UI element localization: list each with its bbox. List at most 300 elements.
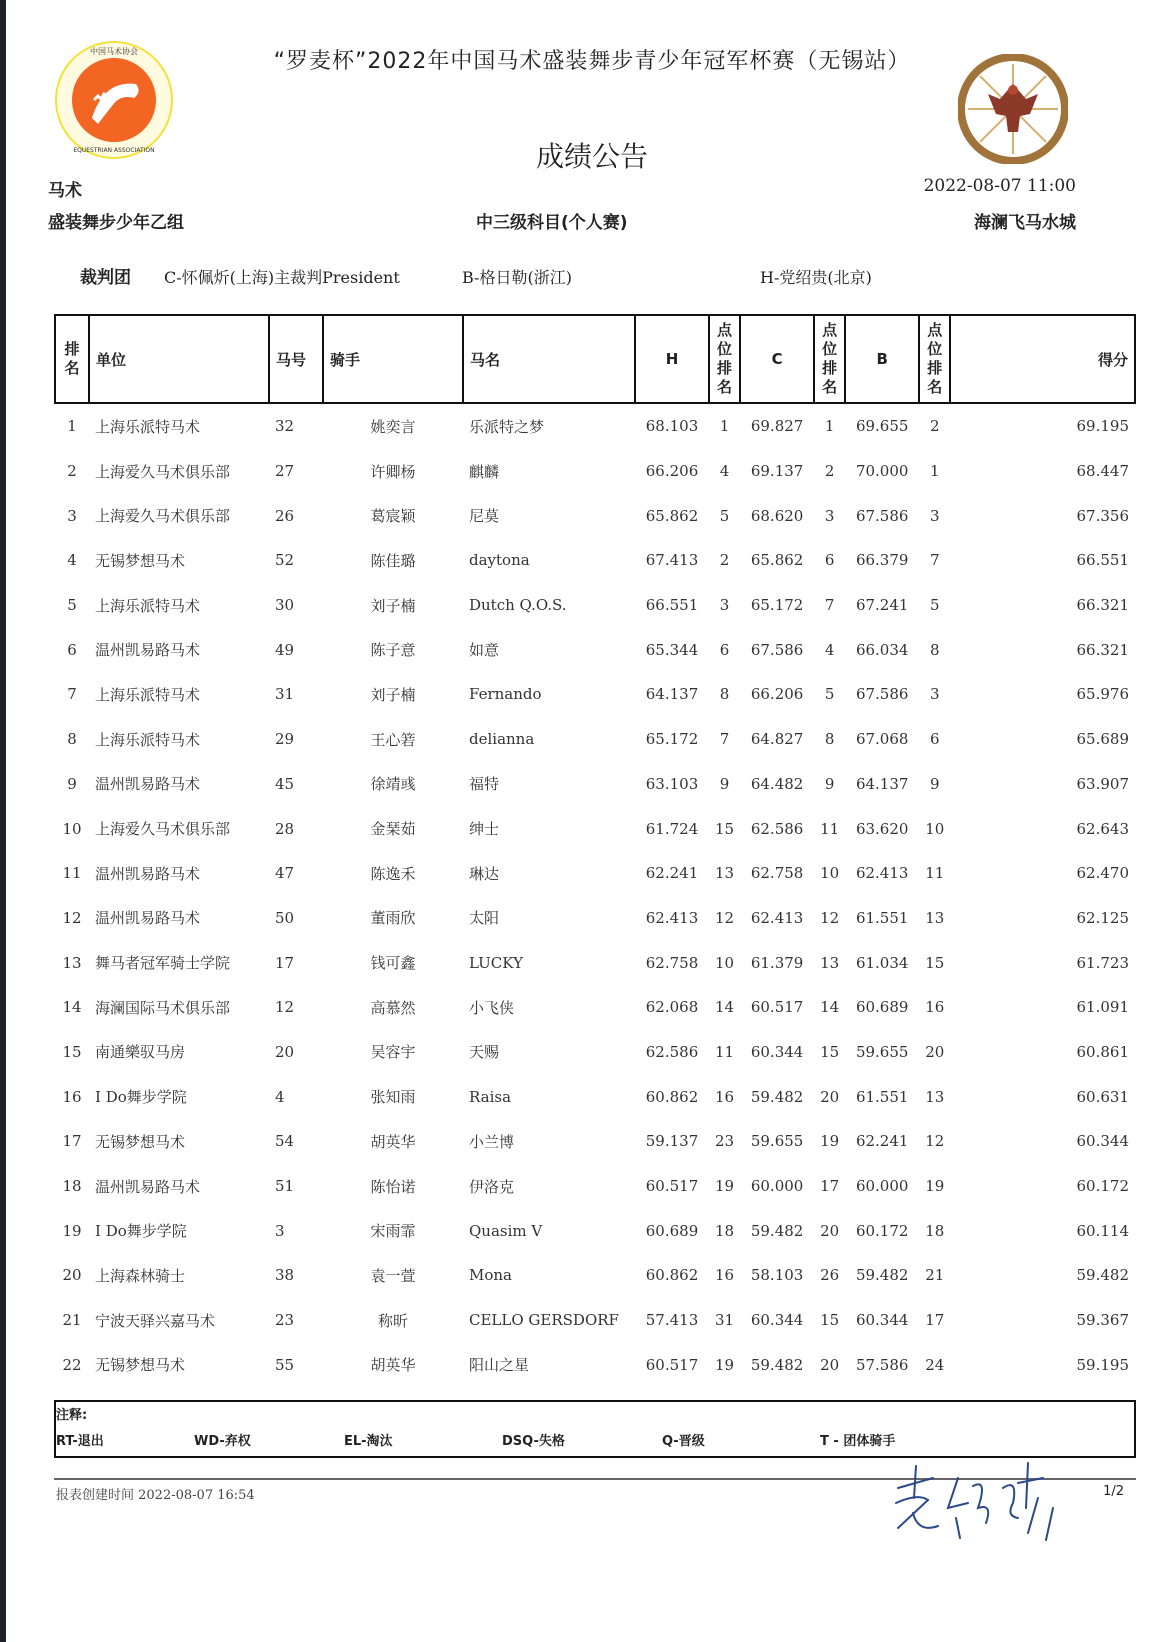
row-horse-no: 47	[275, 864, 295, 883]
row-b-score: 66.379	[855, 551, 909, 570]
row-b-rank: 11	[925, 864, 945, 883]
row-h-rank: 2	[719, 551, 730, 570]
row-b-rank: 1	[929, 462, 940, 481]
row-unit: 上海乐派特马术	[95, 417, 201, 436]
row-c-score: 59.482	[750, 1087, 804, 1106]
note-q: Q-晋级	[662, 1434, 705, 1449]
table-row	[55, 806, 1135, 851]
row-rider: 金琹茹	[370, 820, 416, 839]
row-b-score: 69.655	[855, 417, 909, 436]
row-total-score: 68.447	[1076, 462, 1129, 481]
row-unit: 无锡梦想马术	[95, 1356, 186, 1375]
row-horse: 尼莫	[469, 507, 500, 526]
row-c-rank: 6	[824, 551, 835, 570]
row-b-rank: 6	[929, 730, 940, 749]
row-h-score: 62.758	[645, 953, 699, 972]
header-score: 得分	[950, 315, 1135, 403]
note-dsq: DSQ-失格	[502, 1434, 565, 1449]
row-b-score: 67.586	[855, 506, 909, 525]
row-unit: 宁波天驿兴嘉马术	[95, 1311, 216, 1330]
row-horse: CELLO GERSDORF	[469, 1311, 619, 1330]
row-total-score: 66.321	[1076, 640, 1129, 659]
row-h-rank: 10	[715, 953, 735, 972]
row-total-score: 66.551	[1076, 551, 1129, 570]
row-h-score: 66.206	[645, 462, 699, 481]
row-h-rank: 6	[719, 640, 730, 659]
row-h-rank: 12	[715, 908, 735, 927]
row-c-rank: 12	[820, 908, 840, 927]
row-horse-no: 54	[275, 1132, 295, 1151]
row-c-score: 60.517	[750, 998, 804, 1017]
row-c-score: 61.379	[750, 953, 804, 972]
results-table	[54, 314, 1136, 1387]
row-b-score: 60.344	[855, 1311, 909, 1330]
row-rider: 钱可鑫	[370, 954, 416, 973]
row-c-rank: 2	[824, 462, 835, 481]
row-unit: 温州凯易路马术	[95, 1177, 201, 1196]
row-b-rank: 17	[925, 1311, 945, 1330]
row-rider: 姚奕言	[370, 417, 416, 436]
row-h-score: 60.517	[645, 1177, 699, 1196]
row-h-score: 60.517	[645, 1355, 699, 1374]
row-rank: 1	[67, 417, 77, 436]
row-h-score: 62.068	[645, 998, 699, 1017]
row-rank: 10	[62, 819, 82, 838]
row-c-score: 60.344	[750, 1042, 804, 1061]
row-h-rank: 19	[715, 1177, 735, 1196]
row-rider: 高慕然	[370, 998, 416, 1017]
table-row	[55, 1030, 1135, 1075]
note-wd: WD-弃权	[194, 1434, 251, 1449]
row-b-score: 61.551	[855, 908, 909, 927]
row-b-rank: 13	[925, 1087, 945, 1106]
row-c-rank: 15	[820, 1042, 840, 1061]
row-b-rank: 19	[925, 1177, 945, 1196]
row-b-rank: 15	[925, 953, 945, 972]
row-h-score: 61.724	[645, 819, 699, 838]
row-horse-no: 26	[275, 506, 295, 525]
header-c-rank: 点 位 排 名	[814, 315, 845, 403]
row-total-score: 60.631	[1076, 1087, 1129, 1106]
row-horse-no: 50	[275, 908, 295, 927]
header-c: C	[740, 315, 814, 403]
row-c-rank: 4	[824, 640, 835, 659]
row-h-rank: 19	[715, 1355, 735, 1374]
row-h-rank: 14	[715, 998, 735, 1017]
row-rider: 刘子楠	[370, 596, 416, 615]
row-total-score: 67.356	[1076, 506, 1129, 525]
row-horse: daytona	[469, 551, 530, 570]
row-c-rank: 20	[820, 1221, 840, 1240]
row-c-score: 60.344	[750, 1311, 804, 1330]
row-h-rank: 16	[715, 1087, 735, 1106]
row-h-score: 66.551	[645, 596, 699, 615]
row-h-rank: 4	[719, 462, 730, 481]
row-c-rank: 20	[820, 1355, 840, 1374]
table-row	[55, 493, 1135, 538]
row-rank: 21	[62, 1311, 82, 1330]
row-c-score: 62.413	[750, 908, 804, 927]
row-h-score: 65.344	[645, 640, 699, 659]
header-h-rank: 点 位 排 名	[709, 315, 740, 403]
row-c-score: 60.000	[750, 1177, 804, 1196]
row-rank: 19	[62, 1221, 82, 1240]
row-b-rank: 18	[925, 1221, 945, 1240]
row-h-score: 63.103	[645, 774, 699, 793]
row-rank: 4	[67, 551, 77, 570]
row-h-rank: 23	[715, 1132, 735, 1151]
row-c-score: 68.620	[750, 506, 804, 525]
results-document	[6, 0, 1172, 1642]
row-rank: 17	[62, 1132, 82, 1151]
row-c-score: 64.482	[750, 774, 804, 793]
row-horse-no: 17	[275, 953, 295, 972]
row-c-score: 58.103	[750, 1266, 804, 1285]
row-b-score: 59.482	[855, 1266, 909, 1285]
row-h-score: 60.862	[645, 1266, 699, 1285]
row-horse: 福特	[469, 775, 500, 794]
row-c-score: 59.482	[750, 1355, 804, 1374]
row-horse: delianna	[469, 730, 535, 749]
row-horse-no: 45	[275, 774, 295, 793]
row-total-score: 62.470	[1076, 864, 1129, 883]
row-horse-no: 38	[275, 1266, 295, 1285]
row-total-score: 60.344	[1076, 1132, 1129, 1151]
row-rider: 陈逸禾	[370, 864, 416, 883]
row-horse: Raisa	[469, 1087, 512, 1106]
row-horse-no: 4	[275, 1087, 285, 1106]
table-row	[55, 896, 1135, 941]
row-c-rank: 19	[820, 1132, 840, 1151]
document-subtitle: 成绩公告	[535, 140, 648, 173]
row-horse-no: 29	[275, 730, 295, 749]
row-total-score: 59.482	[1076, 1266, 1129, 1285]
row-h-rank: 1	[719, 417, 730, 436]
row-b-rank: 3	[929, 506, 940, 525]
header-b: B	[845, 315, 919, 403]
row-b-score: 63.620	[855, 819, 909, 838]
row-rider: 许卿杨	[370, 462, 416, 481]
row-rank: 5	[67, 596, 77, 615]
row-c-rank: 11	[820, 819, 840, 838]
row-horse: Fernando	[469, 685, 542, 704]
row-c-score: 67.586	[750, 640, 804, 659]
row-horse-no: 32	[275, 417, 295, 436]
row-h-rank: 11	[715, 1042, 735, 1061]
row-h-score: 67.413	[645, 551, 699, 570]
header-horse: 马名	[463, 315, 635, 403]
row-horse-no: 55	[275, 1355, 295, 1374]
row-unit: 温州凯易路马术	[95, 775, 201, 794]
row-rank: 8	[67, 730, 77, 749]
table-row	[55, 851, 1135, 896]
row-total-score: 69.195	[1076, 417, 1129, 436]
row-unit: 上海爱久马术俱乐部	[95, 462, 231, 481]
row-horse: Quasim V	[469, 1221, 543, 1240]
row-h-score: 65.172	[645, 730, 699, 749]
row-unit: 南通樂驭马房	[95, 1043, 186, 1062]
row-rider: 陈子意	[370, 641, 416, 660]
row-unit: 上海爱久马术俱乐部	[95, 507, 231, 526]
judge-c: C-怀佩炘(上海)主裁判President	[164, 268, 400, 287]
svg-text:中国马术协会: 中国马术协会	[90, 47, 138, 56]
row-h-score: 64.137	[645, 685, 699, 704]
row-c-score: 65.862	[750, 551, 804, 570]
row-c-rank: 20	[820, 1087, 840, 1106]
page-number: 1/2	[1103, 1484, 1124, 1499]
row-horse: 太阳	[469, 909, 500, 928]
header-rider: 骑手	[323, 315, 463, 403]
table-row	[55, 672, 1135, 717]
row-b-rank: 3	[929, 685, 940, 704]
row-total-score: 66.321	[1076, 596, 1129, 615]
row-b-score: 67.586	[855, 685, 909, 704]
row-h-score: 59.137	[645, 1132, 699, 1151]
table-row	[55, 1208, 1135, 1253]
row-horse-no: 23	[275, 1311, 295, 1330]
row-rider: 葛宸颖	[370, 507, 416, 526]
row-rank: 6	[67, 640, 77, 659]
row-c-rank: 17	[820, 1177, 840, 1196]
row-total-score: 65.689	[1076, 730, 1129, 749]
row-b-rank: 16	[925, 998, 945, 1017]
table-row	[55, 1164, 1135, 1209]
row-rank: 12	[62, 908, 82, 927]
row-h-score: 57.413	[645, 1311, 699, 1330]
row-total-score: 60.114	[1076, 1221, 1129, 1240]
row-unit: 无锡梦想马术	[95, 1132, 186, 1151]
row-b-rank: 2	[929, 417, 940, 436]
row-rider: 徐靖彧	[370, 775, 416, 794]
table-row	[55, 1342, 1135, 1387]
row-horse-no: 51	[275, 1177, 295, 1196]
row-horse-no: 12	[275, 998, 295, 1017]
judge-b: B-格日勒(浙江)	[462, 268, 572, 287]
table-row	[55, 717, 1135, 762]
row-total-score: 61.723	[1076, 953, 1129, 972]
row-b-rank: 24	[925, 1355, 945, 1374]
row-h-score: 60.689	[645, 1221, 699, 1240]
notes-label: 注释:	[56, 1408, 88, 1423]
row-h-rank: 3	[719, 596, 730, 615]
row-rank: 9	[67, 774, 77, 793]
row-horse: 小飞侠	[469, 998, 515, 1017]
header-h: H	[635, 315, 709, 403]
row-total-score: 59.367	[1076, 1311, 1129, 1330]
row-b-score: 61.551	[855, 1087, 909, 1106]
table-row	[55, 1298, 1135, 1343]
table-row	[55, 449, 1135, 494]
table-header-row	[55, 315, 1135, 403]
row-h-score: 60.862	[645, 1087, 699, 1106]
row-rank: 11	[62, 864, 82, 883]
svg-text:EQUESTRIAN ASSOCIATION: EQUESTRIAN ASSOCIATION	[73, 147, 155, 154]
row-rank: 20	[62, 1266, 82, 1285]
row-unit: 温州凯易路马术	[95, 641, 201, 660]
event-datetime: 2022-08-07 11:00	[923, 176, 1076, 196]
row-b-score: 66.034	[855, 640, 909, 659]
row-h-score: 62.413	[645, 908, 699, 927]
row-c-rank: 8	[824, 730, 835, 749]
row-rank: 16	[62, 1087, 82, 1106]
row-h-rank: 7	[719, 730, 730, 749]
table-row	[55, 538, 1135, 583]
row-unit: 舞马者冠军骑士学院	[95, 954, 231, 973]
row-c-score: 59.655	[750, 1132, 804, 1151]
row-rider: 胡英华	[370, 1356, 416, 1375]
table-row	[55, 940, 1135, 985]
note-t: T - 团体骑手	[820, 1434, 896, 1449]
row-c-score: 64.827	[750, 730, 804, 749]
row-c-score: 69.137	[750, 462, 804, 481]
row-rider: 张知雨	[370, 1088, 416, 1107]
header-horse-no: 马号	[269, 315, 323, 403]
row-horse: 乐派特之梦	[469, 417, 545, 436]
judges-label: 裁判团	[80, 268, 131, 288]
row-horse: Mona	[469, 1266, 512, 1285]
row-total-score: 63.907	[1076, 774, 1129, 793]
table-row	[55, 627, 1135, 672]
row-unit: I Do舞步学院	[95, 1222, 187, 1241]
row-c-rank: 10	[820, 864, 840, 883]
row-horse: 琳达	[469, 864, 500, 883]
row-b-rank: 5	[929, 596, 940, 615]
row-rank: 22	[62, 1355, 82, 1374]
row-c-score: 62.758	[750, 864, 804, 883]
row-h-rank: 13	[715, 864, 735, 883]
judge-signature	[878, 1448, 1068, 1548]
row-horse-no: 30	[275, 596, 295, 615]
row-b-score: 60.172	[855, 1221, 909, 1240]
row-b-score: 67.068	[855, 730, 909, 749]
row-h-rank: 31	[715, 1311, 735, 1330]
row-b-score: 59.655	[855, 1042, 909, 1061]
row-c-rank: 15	[820, 1311, 840, 1330]
row-h-rank: 16	[715, 1266, 735, 1285]
row-c-rank: 9	[824, 774, 835, 793]
row-unit: I Do舞步学院	[95, 1088, 187, 1107]
row-b-rank: 13	[925, 908, 945, 927]
row-h-rank: 9	[719, 774, 730, 793]
row-b-rank: 20	[925, 1042, 945, 1061]
row-unit: 上海乐派特马术	[95, 730, 201, 749]
row-total-score: 59.195	[1076, 1355, 1129, 1374]
row-horse: 麒麟	[469, 462, 500, 481]
table-row	[55, 403, 1135, 449]
row-horse: 绅士	[469, 820, 500, 839]
row-unit: 无锡梦想马术	[95, 551, 186, 570]
row-b-rank: 21	[925, 1266, 945, 1285]
table-row	[55, 583, 1135, 628]
row-c-score: 62.586	[750, 819, 804, 838]
row-horse-no: 52	[275, 551, 295, 570]
row-c-rank: 5	[824, 685, 835, 704]
row-total-score: 60.861	[1076, 1042, 1129, 1061]
table-row	[55, 1253, 1135, 1298]
row-c-rank: 14	[820, 998, 840, 1017]
row-rider: 陈佳璐	[370, 551, 416, 570]
row-rider: 刘子楠	[370, 685, 416, 704]
row-b-score: 62.413	[855, 864, 909, 883]
row-c-rank: 26	[820, 1266, 840, 1285]
row-c-rank: 3	[824, 506, 835, 525]
row-rider: 袁一萱	[370, 1266, 416, 1285]
row-b-rank: 12	[925, 1132, 945, 1151]
note-rt: RT-退出	[56, 1434, 104, 1449]
row-b-rank: 9	[929, 774, 940, 793]
report-created-time: 报表创建时间 2022-08-07 16:54	[56, 1488, 255, 1503]
row-rider: 宋雨霏	[370, 1222, 416, 1241]
row-c-score: 65.172	[750, 596, 804, 615]
row-b-rank: 10	[925, 819, 945, 838]
row-h-score: 65.862	[645, 506, 699, 525]
row-c-score: 69.827	[750, 417, 804, 436]
row-rank: 3	[67, 506, 77, 525]
row-rank: 15	[62, 1042, 82, 1061]
row-b-score: 67.241	[855, 596, 909, 615]
row-horse-no: 28	[275, 819, 295, 838]
row-b-score: 70.000	[855, 462, 909, 481]
row-b-score: 57.586	[855, 1355, 909, 1374]
row-c-rank: 7	[824, 596, 835, 615]
row-h-rank: 15	[715, 819, 735, 838]
table-row	[55, 762, 1135, 807]
row-b-rank: 8	[929, 640, 940, 659]
sport-label: 马术	[48, 181, 82, 201]
row-b-score: 60.000	[855, 1177, 909, 1196]
row-h-rank: 8	[719, 685, 730, 704]
table-row	[55, 985, 1135, 1030]
row-horse-no: 27	[275, 462, 295, 481]
row-horse-no: 31	[275, 685, 295, 704]
row-unit: 温州凯易路马术	[95, 909, 201, 928]
row-b-rank: 7	[929, 551, 940, 570]
row-rider: 称昕	[377, 1311, 408, 1330]
row-total-score: 61.091	[1076, 998, 1129, 1017]
header-rank: 排 名	[55, 315, 89, 403]
row-unit: 温州凯易路马术	[95, 864, 201, 883]
row-unit: 上海爱久马术俱乐部	[95, 820, 231, 839]
event-title: “罗麦杯”2022年中国马术盛装舞步青少年冠军杯赛（无锡站）	[273, 49, 911, 74]
row-unit: 海澜国际马术俱乐部	[95, 998, 231, 1017]
row-unit: 上海乐派特马术	[95, 685, 201, 704]
header-b-rank: 点 位 排 名	[919, 315, 950, 403]
row-rank: 18	[62, 1177, 82, 1196]
row-total-score: 65.976	[1076, 685, 1129, 704]
row-rider: 陈怡诺	[370, 1177, 416, 1196]
note-el: EL-淘汰	[344, 1434, 393, 1449]
venue: 海澜飞马水城	[974, 213, 1076, 233]
row-rank: 14	[62, 998, 82, 1017]
row-horse-no: 20	[275, 1042, 295, 1061]
row-b-score: 64.137	[855, 774, 909, 793]
row-c-rank: 1	[824, 417, 835, 436]
row-horse-no: 3	[275, 1221, 285, 1240]
row-unit: 上海乐派特马术	[95, 596, 201, 615]
row-rider: 董雨欣	[370, 909, 416, 928]
row-b-score: 62.241	[855, 1132, 909, 1151]
row-h-rank: 18	[715, 1221, 735, 1240]
row-total-score: 62.643	[1076, 819, 1129, 838]
row-horse: 如意	[469, 641, 500, 660]
row-c-rank: 13	[820, 953, 840, 972]
row-h-score: 62.241	[645, 864, 699, 883]
row-rider: 王心箬	[370, 730, 416, 749]
row-horse-no: 49	[275, 640, 295, 659]
row-c-score: 59.482	[750, 1221, 804, 1240]
row-horse: 阳山之星	[469, 1356, 530, 1375]
table-row	[55, 1074, 1135, 1119]
